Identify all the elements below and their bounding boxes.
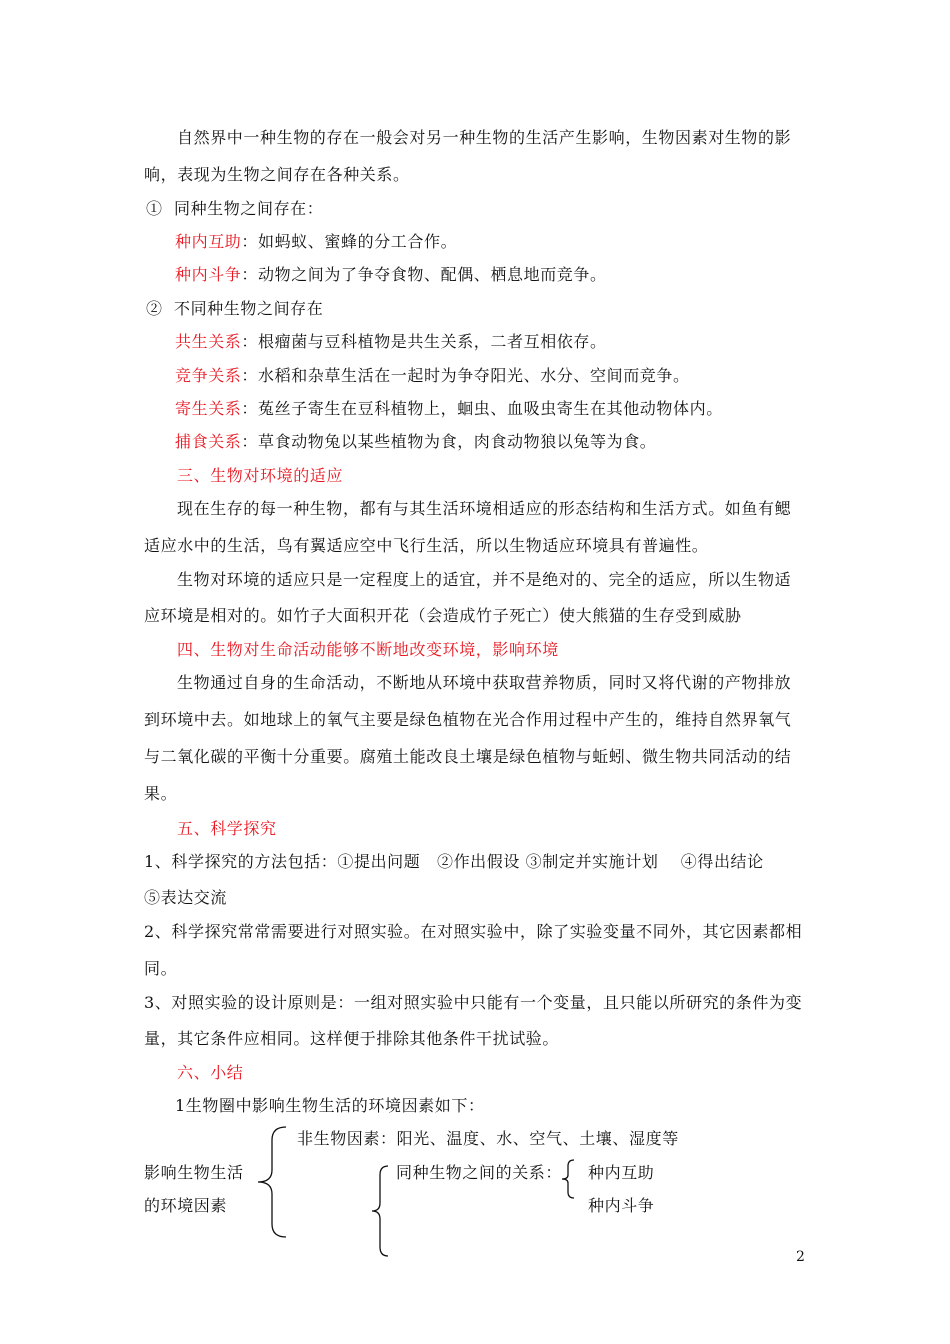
biotic-brace-icon — [370, 1163, 394, 1259]
section-4-line-2: 到环境中去。如地球上的氧气主要是绿色植物在光合作用过程中产生的，维持自然界氧气 — [144, 710, 792, 729]
term-parasitism: 寄生关系 — [175, 399, 242, 418]
list-item — [175, 265, 607, 285]
section-4-line-4: 果。 — [144, 784, 178, 803]
page-number: 2 — [796, 1249, 806, 1265]
term-competition: 竞争关系 — [175, 366, 242, 385]
term-intraspecific-cooperation: 种内互助 — [175, 232, 242, 251]
section-6-intro: 1生物圈中影响生物生活的环境因素如下： — [175, 1096, 485, 1115]
section-5-item-3-line-2: 量，其它条件应相同。这样便于排除其他条件干扰试验。 — [144, 1029, 560, 1048]
list-item — [175, 332, 607, 352]
section-4-line-3: 与二氧化碳的平衡十分重要。腐殖土能改良土壤是绿色植物与蚯蚓、微生物共同活动的结 — [144, 747, 792, 766]
item-text: ：水稻和杂草生活在一起时为争夺阳光、水分、空间而竞争。 — [241, 366, 690, 385]
circled-number-one: ① — [146, 199, 163, 218]
section-5-item-3-line-1: 3、对照实验的设计原则是：一组对照实验中只能有一个变量，且只能以所研究的条件为变 — [144, 993, 803, 1012]
main-brace-icon — [256, 1124, 296, 1240]
section-3-title: 三、生物对环境的适应 — [177, 466, 344, 485]
list-item — [175, 232, 457, 252]
list-item — [175, 399, 723, 419]
term-predation: 捕食关系 — [175, 432, 242, 451]
diff-species-heading — [146, 299, 323, 319]
item-text: ：如蚂蚁、蜜蜂的分工合作。 — [241, 232, 458, 251]
same-species-heading — [146, 199, 323, 219]
section-3-p2-line-2: 应环境是相对的。如竹子大面积开花（会造成竹子死亡）使大熊猫的生存受到威胁 — [144, 606, 742, 625]
diagram-abiotic-factors: 非生物因素：阳光、温度、水、空气、土壤、湿度等 — [297, 1129, 679, 1148]
list-item — [175, 432, 656, 452]
section-4-line-1: 生物通过自身的生命活动，不断地从环境中获取营养物质，同时又将代谢的产物排放 — [177, 673, 792, 692]
list-item — [175, 366, 690, 386]
term-symbiosis: 共生关系 — [175, 332, 242, 351]
section-4-title: 四、生物对生命活动能够不断地改变环境，影响环境 — [177, 640, 559, 659]
diagram-intraspecific-competition: 种内斗争 — [588, 1196, 655, 1215]
section-5-item-2-line-1: 2、科学探究常常需要进行对照实验。在对照实验中，除了实验变量不同外，其它因素都相 — [144, 922, 803, 941]
diagram-root-line-1: 影响生物生活 — [144, 1163, 244, 1182]
diagram-intraspecific-cooperation: 种内互助 — [588, 1163, 655, 1182]
section-5-title: 五、科学探究 — [177, 819, 277, 838]
term-intraspecific-competition: 种内斗争 — [175, 265, 242, 284]
section-3-p1-line-1: 现在生存的每一种生物，都有与其生活环境相适应的形态结构和生活方式。如鱼有鳃 — [177, 499, 792, 518]
same-relation-brace-icon — [560, 1158, 580, 1200]
section-5-item-1-line-2: ⑤表达交流 — [144, 888, 228, 907]
intro-line-1: 自然界中一种生物的存在一般会对另一种生物的生活产生影响，生物因素对生物的影 — [177, 128, 792, 147]
item-text: ：动物之间为了争夺食物、配偶、栖息地而竞争。 — [241, 265, 607, 284]
same-species-title: 同种生物之间存在： — [173, 199, 324, 218]
section-6-title: 六、小结 — [177, 1063, 244, 1082]
section-3-p2-line-1: 生物对环境的适应只是一定程度上的适宜，并不是绝对的、完全的适应，所以生物适 — [177, 570, 792, 589]
item-text: ：根瘤菌与豆科植物是共生关系，二者互相依存。 — [241, 332, 607, 351]
diagram-same-species-relation: 同种生物之间的关系： — [396, 1163, 563, 1182]
section-5-item-1-line-1: 1、科学探究的方法包括：①提出问题 ②作出假设 ③制定并实施计划 ④得出结论 — [144, 852, 764, 871]
item-text: ：草食动物兔以某些植物为食，肉食动物狼以兔等为食。 — [241, 432, 657, 451]
diff-species-title: 不同种生物之间存在 — [173, 299, 324, 318]
section-5-item-2-line-2: 同。 — [144, 959, 178, 978]
diagram-root-line-2: 的环境因素 — [144, 1196, 228, 1215]
item-text: ：菟丝子寄生在豆科植物上，蛔虫、血吸虫寄生在其他动物体内。 — [241, 399, 723, 418]
circled-number-two: ② — [146, 299, 163, 318]
section-3-p1-line-2: 适应水中的生活，鸟有翼适应空中飞行生活，所以生物适应环境具有普遍性。 — [144, 536, 709, 555]
intro-line-2: 响，表现为生物之间存在各种关系。 — [144, 165, 410, 184]
